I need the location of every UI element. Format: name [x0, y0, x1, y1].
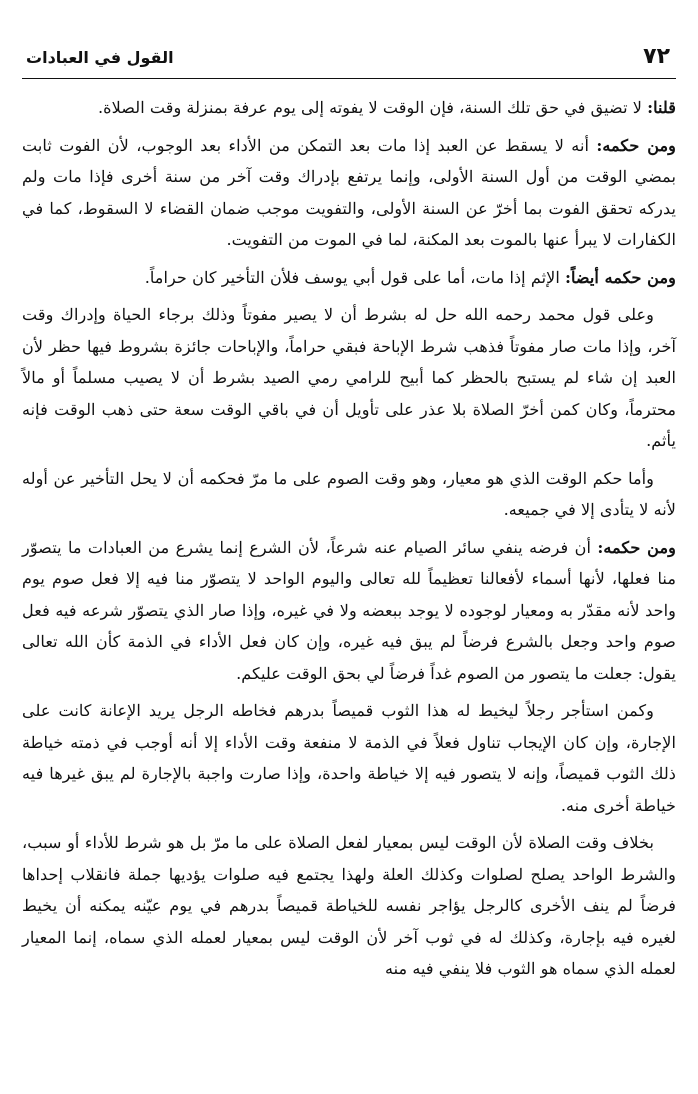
paragraph	[22, 827, 676, 985]
paragraph	[22, 262, 676, 294]
paragraph-text: لا تضيق في حق تلك السنة، فإن الوقت لا يفوته إلى يوم عرفة بمنزلة وقت الصلاة.	[97, 98, 648, 117]
paragraph-text: أن فرضه ينفي سائر الصيام عنه شرعاً، لأن الشرع إنما يشرع من العبادات ما يتصوّر منا فعلها، لأنها أسماء لأفعالنا تعظيماً لله تعالى واليوم الواحد لا يتصوّر منا فيه إلا فعل صوم يوم واحد لأنه مقدّر به ومعيار لوجوده لا يوجد ببعضه ولا في غيره، وإذا صار الذي يتصوّر شرعه فيه فعل صوم واحد وجعل بالشرع فرضاً لم يبق فيه غيره، وإن كان فعل الأداء في الذمة كأن الله تعالى يقول: جعلت ما يتصور من الصوم غداً فرضاً لي بحق الوقت عليكم.	[22, 537, 676, 683]
paragraph-text: وعلى قول محمد رحمه الله حل له بشرط أن لا يصير مفوتاً وذلك برجاء الحياة وإدراك وقت آخر، وإذا مات صار مفوتاً فذهب شرط الإباحة فبقي حراماً، والإباحات جائزة بشروط فيها حظر لأن العبد إن شاء لم يستبح بالحظر كما أبيح للرامي رمي الصيد بشرط أن لا يصيب مسلماً أو مالاً محترماً، وكان كمن أخرّ الصلاة بلا عذر على تأويل أن في باقي الوقت سعة حتى ذهب الوقت فإنه يأثم.	[22, 305, 676, 450]
body-text	[22, 92, 676, 991]
paragraph-lead: ومن حكمه أيضاً:	[564, 267, 676, 287]
paragraph	[22, 463, 676, 526]
header-divider	[22, 78, 676, 79]
running-title: القول في العبادات	[26, 48, 174, 67]
paragraph-text: وكمن استأجر رجلاً ليخيط له هذا الثوب قميصاً بدرهم فخاطه الرجل يريد الإعانة كانت على الإجارة، وإن كان الإيجاب تناول فعلاً في الذمة لا منفعة وقت الأداء إلا أنه أوجب في ذمته خياطة ذلك الثوب قميصاً، وإنه لا يتصور فيه إلا خياطة واحدة، وإذا صارت واجبة بالإجارة لم يبق غيرها فيه خياطة أخرى منه.	[22, 701, 676, 815]
page-header	[22, 40, 676, 80]
paragraph	[22, 299, 676, 457]
paragraph-text: الإثم إذا مات، أما على قول أبي يوسف فلأن التأخير كان حراماً.	[144, 267, 565, 287]
paragraph-text: بخلاف وقت الصلاة لأن الوقت ليس بمعيار لفعل الصلاة على ما مرّ بل هو شرط للأداء أو سبب، والشرط الواحد يصلح لصلوات وكذلك العلة ولهذا يجتمع فيه صلوات يؤديها جملة فانقلاب إحداها فرضاً لم ينف الأخرى كالرجل يؤاجر نفسه للخياطة قميصاً بدرهم في يوم عيّنه يمكنه أن يخيط لغيره فيه بإجارة، وكذلك له في ثوب آخر لأن الوقت ليس بمعيار لعمله الذي سماه، إنما المعيار لعمله الذي سماه هو الثوب فلا ينفي فيه منه	[22, 833, 676, 978]
paragraph-text: وأما حكم الوقت الذي هو معيار، وهو وقت الصوم على ما مرّ فحكمه أن لا يحل التأخير عن أوله لأنه لا يتأدى إلا في جميعه.	[22, 468, 676, 519]
paragraph	[22, 92, 676, 124]
page-number: ٧٢	[643, 44, 670, 69]
paragraph	[22, 130, 676, 256]
paragraph	[22, 695, 676, 821]
paragraph-text: أنه لا يسقط عن العبد إذا مات بعد التمكن من الأداء بعد الوجوب، لأن الفوت ثابت بمضي الوقت من أول السنة الأولى، وإنما يرتفع بإدراك وقت آخر من سنة أخرى فإذا مات ولم يدركه تحقق الفوت بما أخرّ عن السنة الأولى، والتفويت موجب ضمان القضاء لا السقوط، كما في الكفارات لا يبرأ عنها بالموت بعد المكنة، لما في الموت من التفويت.	[22, 135, 676, 249]
paragraph	[22, 532, 676, 690]
paragraph-lead: قلنا:	[647, 98, 676, 117]
paragraph-lead: ومن حكمه:	[597, 537, 676, 557]
paragraph-lead: ومن حكمه:	[596, 135, 677, 155]
